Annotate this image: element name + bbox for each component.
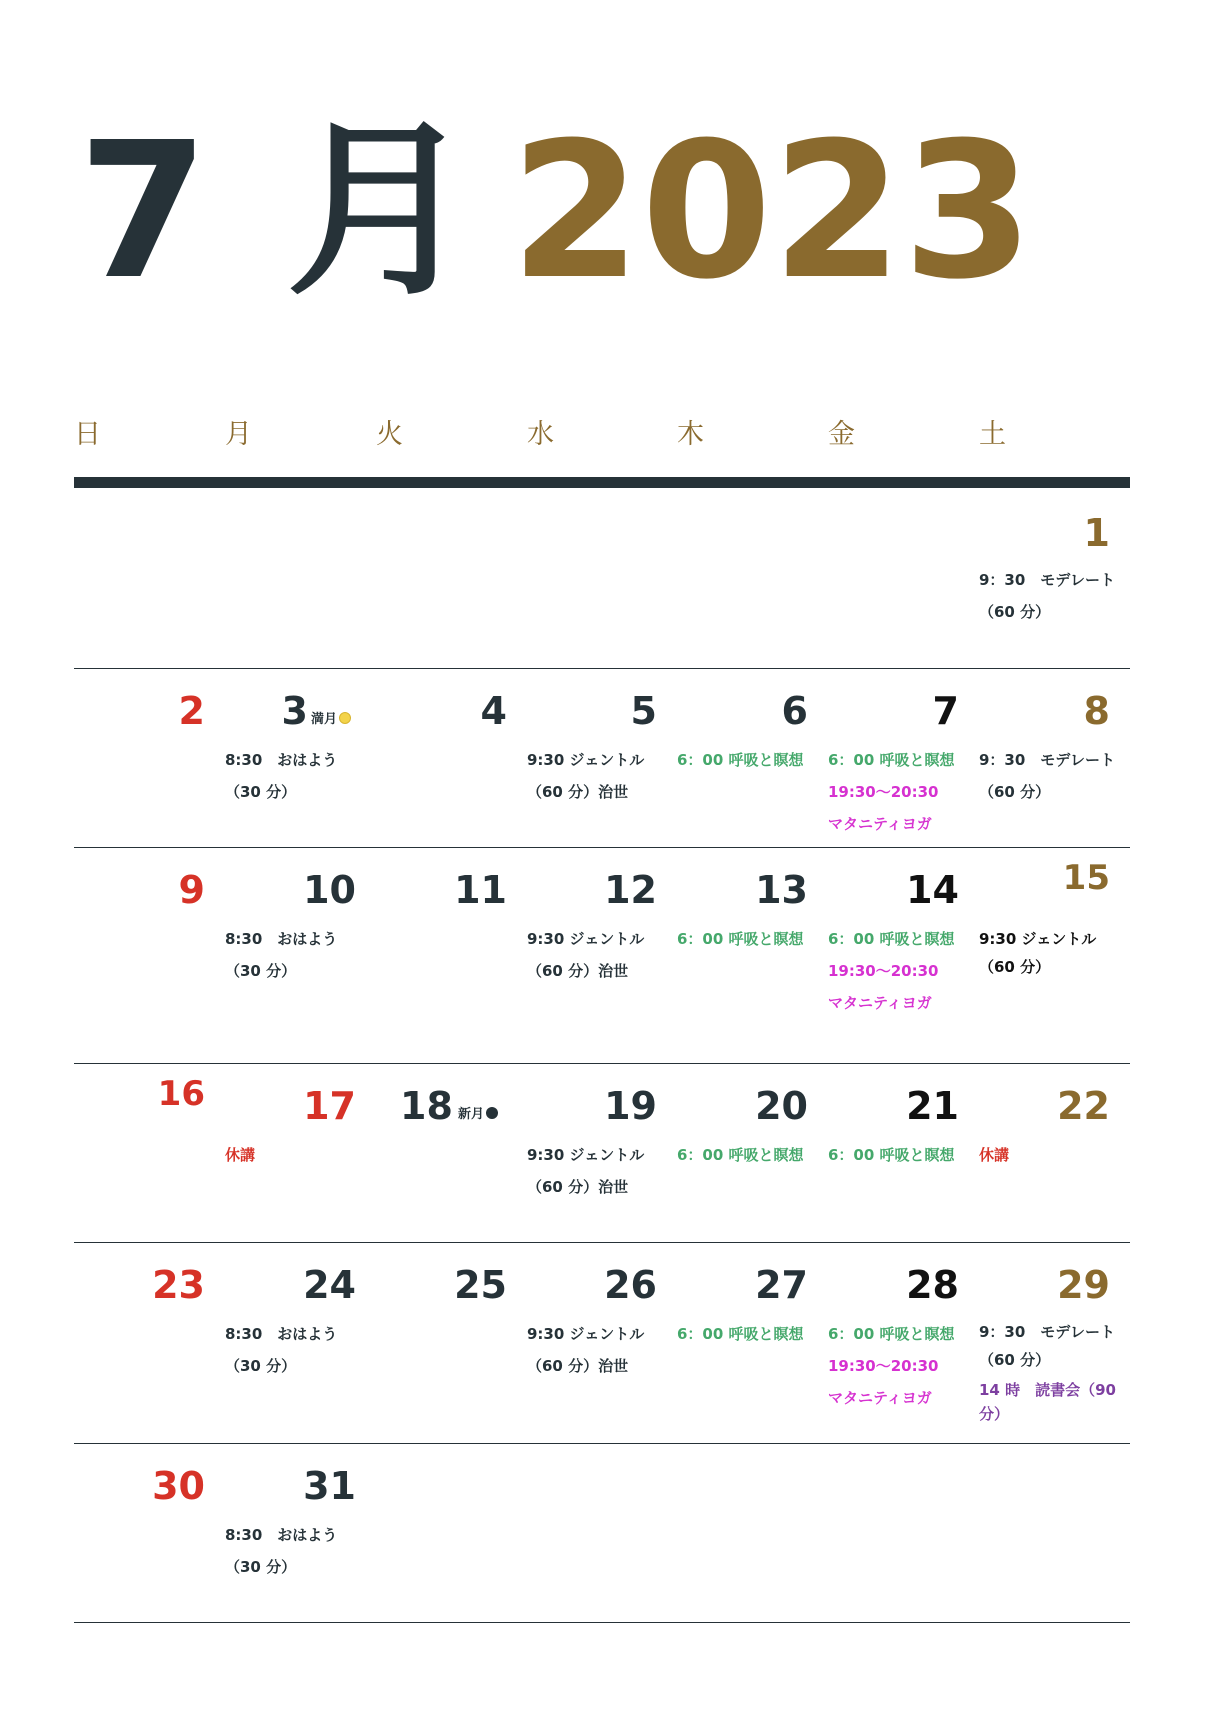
day-cell-21[interactable] <box>828 1063 979 1242</box>
event-line: 9:30 ジェントル <box>527 751 645 769</box>
week-row <box>74 488 1130 669</box>
day-cell-10[interactable] <box>225 847 376 1063</box>
header-divider <box>74 477 1130 488</box>
day-number: 15 <box>1062 858 1110 898</box>
day-cell-22[interactable] <box>979 1063 1130 1242</box>
day-number: 25 <box>454 1263 507 1307</box>
day-cell-13[interactable] <box>677 847 828 1063</box>
event-line: 8:30 おはよう <box>225 1526 338 1544</box>
day-number: 29 <box>1057 1263 1110 1307</box>
event-line: 9:30 ジェントル <box>527 1325 645 1343</box>
day-number: 5 <box>630 689 657 733</box>
day-cell-18[interactable] <box>376 1063 527 1242</box>
event-line: （60 分）治世 <box>527 1178 629 1196</box>
day-cell-1[interactable] <box>979 488 1130 668</box>
calendar-title <box>78 102 1034 321</box>
day-number: 28 <box>906 1263 959 1307</box>
day-number: 21 <box>906 1084 959 1128</box>
day-number: 14 <box>906 868 959 912</box>
event-line: （30 分） <box>225 783 297 801</box>
event-line: 6：00 呼吸と瞑想 <box>677 930 804 948</box>
day-cell-26[interactable] <box>527 1242 677 1443</box>
day-cell-6[interactable] <box>677 668 828 847</box>
day-number: 27 <box>755 1263 808 1307</box>
weekday-header <box>74 412 1130 452</box>
weekday-mon: 月 <box>225 419 252 450</box>
day-cell-31[interactable] <box>225 1443 376 1622</box>
event-line: （30 分） <box>225 1558 297 1576</box>
day-number: 10 <box>303 868 356 912</box>
new-moon-marker <box>458 1103 498 1122</box>
day-number: 30 <box>152 1464 205 1508</box>
day-cell-8[interactable] <box>979 668 1130 847</box>
day-number: 1 <box>1083 511 1110 555</box>
day-cell-27[interactable] <box>677 1242 828 1443</box>
full-moon-marker <box>311 708 351 727</box>
event-line: 9:30 ジェントル <box>527 930 645 948</box>
day-number: 23 <box>152 1263 205 1307</box>
event-line: 休講 <box>979 1146 1010 1164</box>
day-cell-7[interactable] <box>828 668 979 847</box>
day-number: 22 <box>1057 1084 1110 1128</box>
day-number: 9 <box>178 868 205 912</box>
week-row <box>74 1242 1130 1444</box>
day-cell-5[interactable] <box>527 668 677 847</box>
title-year: 2023 <box>510 102 1034 321</box>
event-line: 8:30 おはよう <box>225 1325 338 1343</box>
day-number: 26 <box>604 1263 657 1307</box>
day-cell-4[interactable] <box>376 668 527 847</box>
event-line: 6：00 呼吸と瞑想 <box>828 930 955 948</box>
event-line: マタニティヨガ <box>828 815 932 833</box>
day-number: 12 <box>604 868 657 912</box>
event-line: 8:30 おはよう <box>225 930 338 948</box>
day-cell-15[interactable] <box>979 847 1130 1063</box>
event-line: マタニティヨガ <box>828 994 932 1012</box>
event-line: 9：30 モデレート <box>979 1323 1116 1341</box>
weekday-wed: 水 <box>527 419 554 450</box>
day-cell-28[interactable] <box>828 1242 979 1443</box>
event-line: （60 分） <box>979 603 1051 621</box>
day-number: 17 <box>303 1084 356 1128</box>
event-line: （60 分）治世 <box>527 962 629 980</box>
full-moon-icon <box>339 712 351 724</box>
weekday-tue: 火 <box>376 419 403 450</box>
weekday-sun: 日 <box>74 419 101 450</box>
day-number: 16 <box>157 1074 205 1114</box>
day-cell-11[interactable] <box>376 847 527 1063</box>
day-number: 11 <box>454 868 507 912</box>
new-moon-icon <box>486 1107 498 1119</box>
event-line: （30 分） <box>225 1357 297 1375</box>
day-cell-19[interactable] <box>527 1063 677 1242</box>
day-cell-14[interactable] <box>828 847 979 1063</box>
day-number: 6 <box>781 689 808 733</box>
event-line: 休講 <box>225 1146 256 1164</box>
week-row <box>74 668 1130 848</box>
day-cell-9[interactable] <box>74 847 225 1063</box>
event-line: 6：00 呼吸と瞑想 <box>677 1325 804 1343</box>
event-line: （30 分） <box>225 962 297 980</box>
day-cell-3[interactable] <box>225 668 376 847</box>
event-line: 9：30 モデレート <box>979 571 1116 589</box>
event-line: （60 分） <box>979 958 1051 976</box>
event-line: 19:30～20:30 <box>828 962 939 980</box>
event-line: 19:30～20:30 <box>828 1357 939 1375</box>
week-row <box>74 1443 1130 1623</box>
day-cell-30[interactable] <box>74 1443 225 1622</box>
event-line: 6：00 呼吸と瞑想 <box>677 1146 804 1164</box>
event-line: （60 分）治世 <box>527 783 629 801</box>
event-line: （60 分）治世 <box>527 1357 629 1375</box>
moon-label: 新月 <box>458 1107 485 1122</box>
event-line: 14 時 読書会（90 分） <box>979 1381 1116 1423</box>
day-number: 8 <box>1083 689 1110 733</box>
event-line: 6：00 呼吸と瞑想 <box>828 1325 955 1343</box>
event-line: 6：00 呼吸と瞑想 <box>828 1146 955 1164</box>
weekday-thu: 木 <box>677 419 704 450</box>
day-number: 18 <box>400 1084 453 1128</box>
day-cell-12[interactable] <box>527 847 677 1063</box>
day-number: 31 <box>303 1464 356 1508</box>
day-cell-2[interactable] <box>74 668 225 847</box>
day-number: 19 <box>604 1084 657 1128</box>
day-number: 4 <box>480 689 507 733</box>
day-cell-16[interactable] <box>74 1063 225 1242</box>
event-line: 6：00 呼吸と瞑想 <box>677 751 804 769</box>
title-month: 7 月 <box>78 102 481 321</box>
event-line: 6：00 呼吸と瞑想 <box>828 751 955 769</box>
day-number: 24 <box>303 1263 356 1307</box>
weekday-fri: 金 <box>828 419 855 450</box>
day-number: 13 <box>755 868 808 912</box>
day-cell-29[interactable] <box>979 1242 1130 1443</box>
weekday-sat: 土 <box>979 419 1006 450</box>
event-line: マタニティヨガ <box>828 1389 932 1407</box>
day-cell-23[interactable] <box>74 1242 225 1443</box>
week-row <box>74 847 1130 1064</box>
day-number: 7 <box>932 689 959 733</box>
event-line: 9:30 ジェントル <box>979 930 1097 948</box>
day-number: 3 <box>281 689 308 733</box>
moon-label: 満月 <box>311 712 338 727</box>
event-line: （60 分） <box>979 783 1051 801</box>
day-cell-25[interactable] <box>376 1242 527 1443</box>
day-cell-17[interactable] <box>225 1063 376 1242</box>
day-cell-24[interactable] <box>225 1242 376 1443</box>
event-line: （60 分） <box>979 1351 1051 1369</box>
event-line: 8:30 おはよう <box>225 751 338 769</box>
event-line: 19:30～20:30 <box>828 783 939 801</box>
week-row <box>74 1063 1130 1243</box>
event-line: 9:30 ジェントル <box>527 1146 645 1164</box>
day-cell-20[interactable] <box>677 1063 828 1242</box>
event-line: 9：30 モデレート <box>979 751 1116 769</box>
day-number: 2 <box>178 689 205 733</box>
day-number: 20 <box>755 1084 808 1128</box>
